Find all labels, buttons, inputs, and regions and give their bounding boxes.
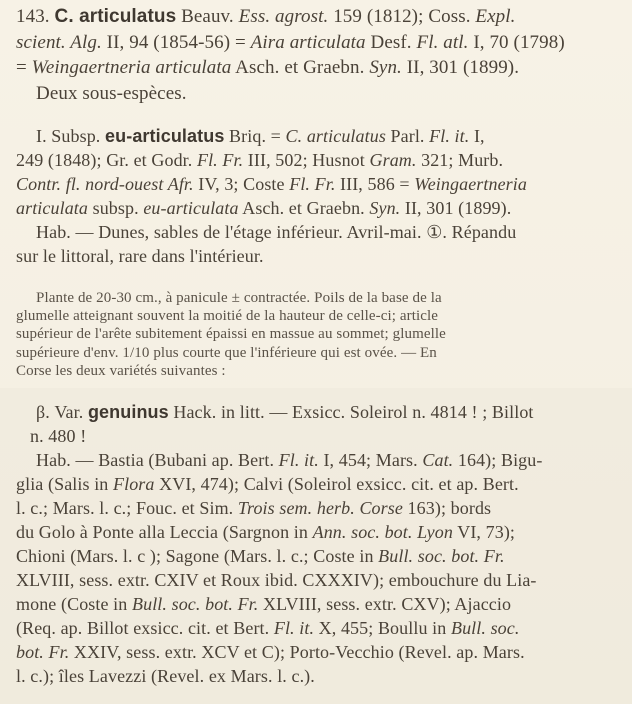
text-segment: Desf. bbox=[365, 31, 417, 53]
variety-entry bbox=[16, 400, 614, 688]
text-segment: du Golo à Ponte alla Leccia (Sargnon in bbox=[16, 522, 313, 542]
text-segment: Asch. et Graebn. bbox=[238, 198, 370, 218]
text-segment: 163); bords bbox=[402, 498, 492, 518]
text-segment: Beauv. bbox=[176, 6, 239, 27]
text-segment: 159 (1812); Coss. bbox=[328, 6, 476, 27]
citation-title: Fl. it. bbox=[429, 126, 470, 146]
text-line bbox=[16, 448, 614, 472]
text-segment: 321; Murb. bbox=[416, 150, 504, 170]
text-segment: (Req. ap. Billot exsicc. cit. et Bert. bbox=[16, 618, 274, 638]
citation-title: Weingaertneria articulata bbox=[31, 57, 232, 78]
text-line bbox=[16, 344, 614, 362]
text-segment: X, 455; Boullu in bbox=[314, 618, 451, 638]
citation-title: Bull. soc. bbox=[450, 618, 520, 638]
text-segment: sur le littoral, rare dans l'intérieur. bbox=[16, 246, 264, 266]
citation-title: Bull. soc. bot. Fr. bbox=[132, 594, 259, 614]
text-segment: subsp. bbox=[88, 198, 144, 218]
text-line bbox=[16, 289, 614, 307]
text-segment: Asch. et Graebn. bbox=[231, 57, 370, 78]
citation-title: Flora bbox=[113, 474, 155, 494]
text-line bbox=[16, 4, 614, 30]
text-line bbox=[16, 592, 614, 616]
text-line bbox=[16, 172, 614, 196]
text-segment: Hack. in litt. — Exsicc. Soleirol n. 4814 ! ; Billot bbox=[168, 402, 534, 422]
text-segment: XVI, 474); Calvi (Soleirol exsicc. cit. et ap. Bert. bbox=[154, 474, 519, 494]
text-segment: n. 480 ! bbox=[30, 426, 87, 446]
text-segment: Parl. bbox=[385, 126, 430, 146]
citation-title: Fl. Fr. bbox=[289, 174, 336, 194]
text-segment: III, 502; Husnot bbox=[243, 150, 370, 170]
text-segment: β. Var. bbox=[36, 402, 88, 422]
citation-title: Fl. it. bbox=[273, 618, 315, 638]
text-segment: III, 586 = bbox=[335, 174, 415, 194]
citation-title: Syn. bbox=[369, 198, 401, 218]
text-segment: Corse les deux variétés suivantes : bbox=[16, 362, 226, 379]
text-segment: I. Subsp. bbox=[36, 126, 106, 146]
text-segment: supérieur de l'arête subitement épaissi en massue au sommet; glumelle bbox=[16, 326, 446, 343]
text-segment: XLVIII, sess. extr. CXV); Ajaccio bbox=[258, 594, 512, 614]
text-segment: Briq. = bbox=[224, 126, 286, 146]
subspecies-entry bbox=[16, 124, 614, 268]
text-segment: VI, 73); bbox=[452, 522, 516, 542]
text-segment: Hab. — Dunes, sables de l'étage inférieur. Avril-mai. ①. Répandu bbox=[36, 222, 517, 242]
citation-title: Aira articulata bbox=[250, 31, 366, 53]
citation-title: Trois sem. herb. Corse bbox=[237, 498, 403, 518]
text-line bbox=[16, 664, 614, 688]
text-segment: II, 301 (1899). bbox=[400, 198, 512, 218]
text-line bbox=[16, 30, 614, 56]
text-segment: l. c.); îles Lavezzi (Revel. ex Mars. l. c.). bbox=[16, 666, 315, 686]
text-segment: XLVIII, sess. extr. CXIV et Roux ibid. CXXXIV); embouchure du Lia- bbox=[16, 570, 537, 590]
text-segment: Deux sous-espèces. bbox=[36, 82, 187, 104]
text-line bbox=[16, 196, 614, 220]
citation-title: Gram. bbox=[369, 150, 417, 170]
text-line bbox=[16, 148, 614, 172]
text-line bbox=[16, 362, 614, 380]
citation-title: Ess. agrost. bbox=[238, 6, 329, 27]
text-segment: 143. bbox=[16, 6, 55, 27]
text-line bbox=[16, 325, 614, 343]
text-segment: 164); Bigu- bbox=[453, 450, 543, 470]
text-segment: I, 454; Mars. bbox=[318, 450, 423, 470]
text-line bbox=[16, 424, 614, 448]
citation-title: Contr. fl. nord-ouest Afr. bbox=[16, 174, 194, 194]
description-paragraph bbox=[16, 289, 614, 380]
text-line bbox=[16, 640, 614, 664]
taxon-name: eu-articulatus bbox=[105, 126, 225, 146]
text-line bbox=[16, 616, 614, 640]
text-segment: Hab. — Bastia (Bubani ap. Bert. bbox=[36, 450, 279, 470]
citation-title: Cat. bbox=[422, 450, 454, 470]
text-segment: II, 94 (1854-56) = bbox=[101, 31, 251, 53]
taxon-name: C. articulatus bbox=[54, 6, 177, 27]
text-segment: mone (Coste in bbox=[16, 594, 132, 614]
citation-title: Weingaertneria bbox=[414, 174, 527, 194]
text-segment: Plante de 20-30 cm., à panicule ± contractée. Poils de la base de la bbox=[36, 290, 442, 306]
text-line bbox=[16, 568, 614, 592]
citation-title: Fl. atl. bbox=[416, 31, 469, 53]
citation-title: Bull. soc. bot. Fr. bbox=[378, 546, 505, 566]
text-segment: 249 (1848); Gr. et Godr. bbox=[16, 150, 197, 170]
text-segment: glia (Salis in bbox=[16, 474, 113, 494]
text-segment: Chioni (Mars. l. c ); Sagone (Mars. l. c.; Coste in bbox=[16, 546, 379, 566]
text-line bbox=[16, 55, 614, 81]
text-segment: IV, 3; Coste bbox=[193, 174, 290, 194]
text-segment: = bbox=[16, 57, 32, 78]
citation-title: eu-articulata bbox=[143, 198, 239, 218]
text-segment: supérieure d'env. 1/10 plus courte que l'inférieure qui est ovée. — En bbox=[16, 344, 437, 361]
text-line bbox=[16, 400, 614, 424]
taxon-name: genuinus bbox=[87, 402, 169, 422]
text-segment: l. c.; Mars. l. c.; Fouc. et Sim. bbox=[16, 498, 238, 518]
text-segment: glumelle atteignant souvent la moitié de la hauteur de celle-ci; article bbox=[16, 308, 439, 325]
citation-title: Expl. bbox=[475, 6, 516, 27]
text-line bbox=[16, 124, 614, 148]
text-line bbox=[16, 472, 614, 496]
citation-title: Fl. it. bbox=[278, 450, 319, 470]
text-line bbox=[16, 307, 614, 325]
citation-title: bot. Fr. bbox=[16, 642, 70, 662]
species-entry bbox=[16, 4, 614, 106]
text-line bbox=[16, 220, 614, 244]
text-segment: II, 301 (1899). bbox=[401, 57, 520, 78]
citation-title: Fl. Fr. bbox=[196, 150, 244, 170]
citation-title: C. articulatus bbox=[285, 126, 386, 146]
text-segment: I, 70 (1798) bbox=[468, 31, 565, 53]
citation-title: Ann. soc. bot. Lyon bbox=[312, 522, 453, 542]
text-line bbox=[16, 81, 614, 107]
text-line bbox=[16, 496, 614, 520]
text-line bbox=[16, 520, 614, 544]
text-segment: I, bbox=[469, 126, 485, 146]
citation-title: scient. Alg. bbox=[16, 31, 102, 53]
text-line bbox=[16, 544, 614, 568]
text-segment: XXIV, sess. extr. XCV et C); Porto-Vecchio (Revel. ap. Mars. bbox=[69, 642, 525, 662]
citation-title: articulata bbox=[16, 198, 88, 218]
citation-title: Syn. bbox=[369, 57, 402, 78]
text-line bbox=[16, 244, 614, 268]
